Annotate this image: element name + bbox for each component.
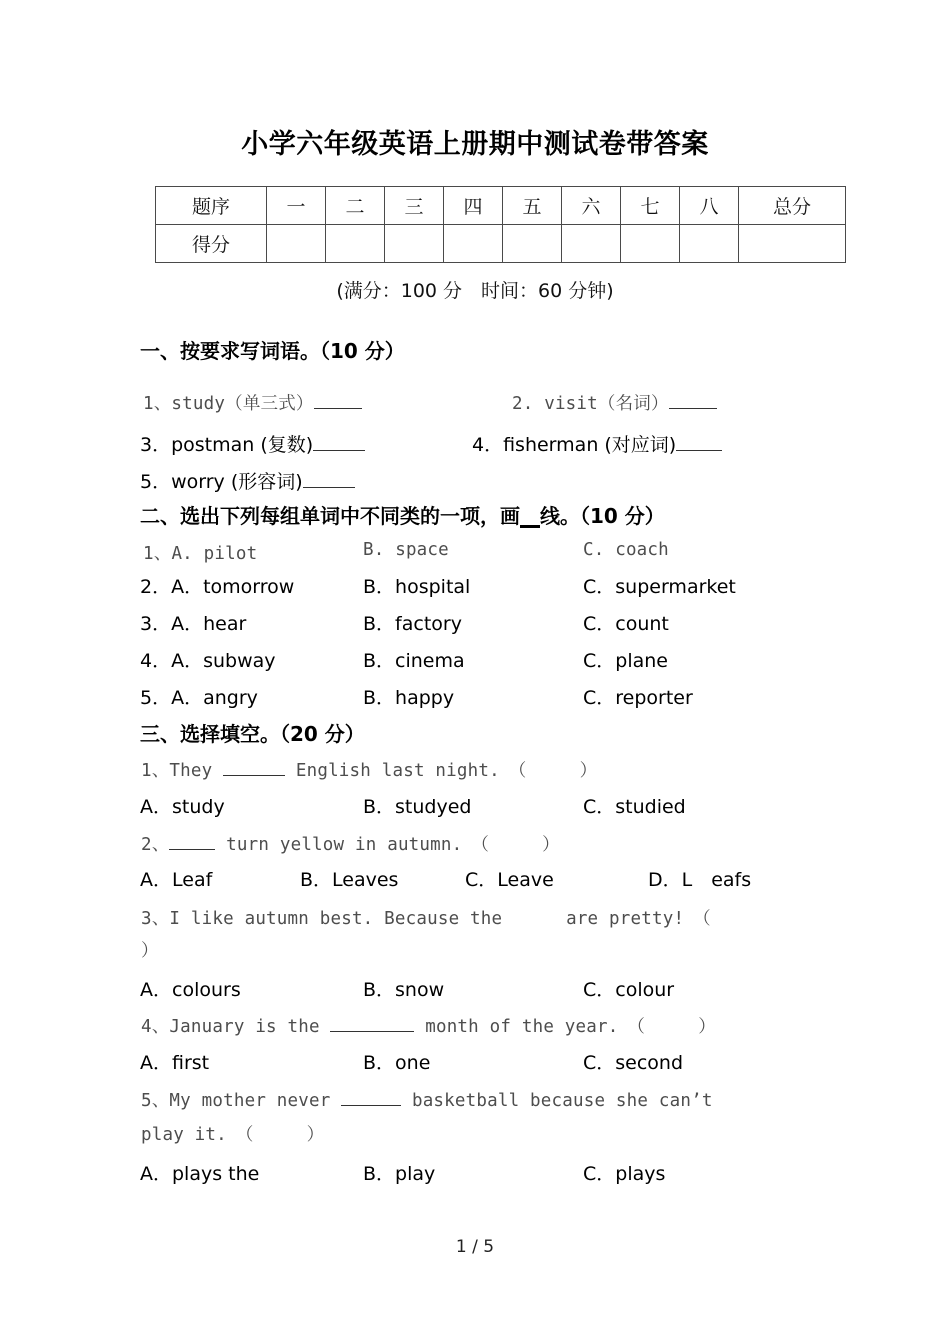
score-table-cell: 七 bbox=[621, 187, 680, 225]
score-input-cell[interactable] bbox=[326, 225, 385, 263]
score-input-cell[interactable] bbox=[503, 225, 562, 263]
s2-row-2-num bbox=[140, 572, 294, 599]
s2-row-5-number: 5． bbox=[140, 687, 172, 709]
s3-q5-stem-line-2: play it. （ ） bbox=[141, 1125, 325, 1145]
answer-blank[interactable] bbox=[223, 758, 285, 777]
s1-item-2-label: 2. visit（名词） bbox=[512, 394, 669, 414]
s2-row-2-number: 2． bbox=[140, 576, 172, 598]
s2-row-1-num bbox=[143, 540, 257, 565]
s3-q1-option-a[interactable]: A．study bbox=[140, 796, 225, 818]
answer-blank[interactable] bbox=[313, 431, 365, 451]
s3-q2-option-d[interactable]: D．L eafs bbox=[648, 869, 752, 891]
s2-row-3-option-c[interactable]: C．count bbox=[583, 613, 669, 635]
section-2-heading-part-b: 线。（10 分） bbox=[540, 504, 665, 528]
score-input-cell[interactable] bbox=[562, 225, 621, 263]
score-table-cell: 二 bbox=[326, 187, 385, 225]
score-table-cell: 五 bbox=[503, 187, 562, 225]
page-title: 小学六年级英语上册期中测试卷带答案 bbox=[241, 129, 709, 160]
s1-item-5 bbox=[140, 467, 355, 494]
section-1-heading: 一、按要求写词语。（10 分） bbox=[140, 339, 405, 363]
s2-row-4-option-a[interactable]: A．subway bbox=[171, 650, 276, 672]
s3-q4-option-b[interactable]: B．one bbox=[363, 1052, 431, 1074]
s3-q3-stem-line-1: 3、I like autumn best. Because the are pretty! （ bbox=[141, 909, 711, 929]
s3-q4-stem-pre: 4、January is the bbox=[141, 1017, 331, 1037]
s3-q3-stem-line-2: ） bbox=[141, 941, 159, 961]
s3-q5-option-b[interactable]: B．play bbox=[363, 1163, 436, 1185]
s2-row-4-number: 4． bbox=[140, 650, 172, 672]
answer-blank[interactable] bbox=[303, 468, 355, 488]
s3-q5-stem-pre: 5、My mother never bbox=[141, 1091, 342, 1111]
section-2-heading-underline: __ bbox=[520, 504, 540, 528]
score-input-cell[interactable] bbox=[385, 225, 444, 263]
s2-row-5-option-c[interactable]: C．reporter bbox=[583, 687, 693, 709]
s3-q4-option-a[interactable]: A．first bbox=[140, 1052, 210, 1074]
s2-row-1-option-b[interactable]: B. space bbox=[363, 540, 449, 560]
s2-row-3-option-b[interactable]: B．factory bbox=[363, 613, 462, 635]
s3-q4-option-c[interactable]: C．second bbox=[583, 1052, 684, 1074]
answer-blank[interactable] bbox=[341, 1088, 401, 1107]
s3-q3-option-a[interactable]: A．colours bbox=[140, 979, 241, 1001]
s3-q2-stem-post: turn yellow in autumn. （ ） bbox=[215, 835, 560, 855]
s2-row-1-option-a[interactable]: A. pilot bbox=[171, 544, 258, 564]
score-input-cell[interactable] bbox=[621, 225, 680, 263]
score-table-cell: 三 bbox=[385, 187, 444, 225]
score-input-total[interactable] bbox=[739, 225, 846, 263]
score-input-cell[interactable] bbox=[680, 225, 739, 263]
s3-q3-option-c[interactable]: C．colour bbox=[583, 979, 675, 1001]
s3-q2-stem bbox=[141, 831, 560, 856]
s2-row-3-option-a[interactable]: A．hear bbox=[171, 613, 247, 635]
s2-row-2-option-b[interactable]: B．hospital bbox=[363, 576, 471, 598]
s2-row-5-option-a[interactable]: A．angry bbox=[171, 687, 258, 709]
s3-q5-stem-line-1 bbox=[141, 1087, 713, 1112]
answer-blank[interactable] bbox=[669, 391, 717, 410]
s3-q2-option-a[interactable]: A．Leaf bbox=[140, 869, 213, 891]
s3-q4-stem bbox=[141, 1013, 716, 1038]
score-table-label: 得分 bbox=[156, 225, 267, 263]
s1-item-3 bbox=[140, 430, 365, 457]
s2-row-4-num bbox=[140, 646, 276, 673]
s2-row-1-option-c[interactable]: C. coach bbox=[583, 540, 669, 560]
score-input-cell[interactable] bbox=[267, 225, 326, 263]
table-row bbox=[156, 187, 846, 225]
answer-blank[interactable] bbox=[169, 832, 215, 851]
s2-row-5-option-b[interactable]: B．happy bbox=[363, 687, 455, 709]
answer-blank[interactable] bbox=[330, 1014, 414, 1033]
s3-q2-stem-pre: 2、 bbox=[141, 835, 170, 855]
section-2-heading-part-a: 二、选出下列每组单词中不同类的一项，画 bbox=[140, 504, 520, 528]
score-input-cell[interactable] bbox=[444, 225, 503, 263]
s3-q2-option-c[interactable]: C．Leave bbox=[465, 869, 554, 891]
s1-item-5-label: 5．worry (形容词) bbox=[140, 471, 303, 493]
score-table-cell: 八 bbox=[680, 187, 739, 225]
s2-row-2-option-c[interactable]: C．supermarket bbox=[583, 576, 736, 598]
s3-q1-option-b[interactable]: B．studyed bbox=[363, 796, 472, 818]
page-number: 1 / 5 bbox=[455, 1237, 495, 1257]
s1-item-4 bbox=[472, 430, 722, 457]
s1-item-1-label: 1、study（单三式） bbox=[143, 394, 314, 414]
s1-item-1 bbox=[143, 390, 362, 415]
s3-q5-option-c[interactable]: C．plays bbox=[583, 1163, 666, 1185]
s1-item-2 bbox=[512, 390, 717, 415]
s2-row-4-option-c[interactable]: C．plane bbox=[583, 650, 668, 672]
s2-row-3-number: 3． bbox=[140, 613, 172, 635]
s1-item-4-label: 4．fisherman (对应词) bbox=[472, 434, 677, 456]
table-row bbox=[156, 225, 846, 263]
s3-q3-option-b[interactable]: B．snow bbox=[363, 979, 445, 1001]
s1-item-3-label: 3．postman (复数) bbox=[140, 434, 314, 456]
score-table-total-header: 总分 bbox=[739, 187, 846, 225]
marks-time-line: (满分：100 分 时间：60 分钟) bbox=[336, 280, 614, 302]
s3-q1-option-c[interactable]: C．studied bbox=[583, 796, 686, 818]
s3-q5-option-a[interactable]: A．plays the bbox=[140, 1163, 260, 1185]
answer-blank[interactable] bbox=[314, 391, 362, 410]
s2-row-3-num bbox=[140, 609, 246, 636]
s2-row-5-num bbox=[140, 683, 258, 710]
score-table-cell: 四 bbox=[444, 187, 503, 225]
s3-q4-stem-post: month of the year. （ ） bbox=[414, 1017, 716, 1037]
s3-q2-option-b[interactable]: B．Leaves bbox=[300, 869, 399, 891]
s3-q1-stem-pre: 1、They bbox=[141, 761, 224, 781]
score-table bbox=[155, 186, 846, 263]
s2-row-1-number: 1、 bbox=[143, 544, 172, 564]
s3-q1-stem-post: English last night. （ ） bbox=[285, 761, 598, 781]
s3-q5-stem-post: basketball because she can’t bbox=[401, 1091, 713, 1111]
s2-row-4-option-b[interactable]: B．cinema bbox=[363, 650, 465, 672]
score-table-cell: 一 bbox=[267, 187, 326, 225]
score-table-cell: 六 bbox=[562, 187, 621, 225]
answer-blank[interactable] bbox=[676, 431, 722, 451]
section-3-heading: 三、选择填空。（20 分） bbox=[140, 722, 365, 746]
section-2-heading bbox=[140, 500, 665, 529]
score-table-label: 题序 bbox=[156, 187, 267, 225]
s2-row-2-option-a[interactable]: A．tomorrow bbox=[171, 576, 295, 598]
s3-q1-stem bbox=[141, 757, 597, 782]
